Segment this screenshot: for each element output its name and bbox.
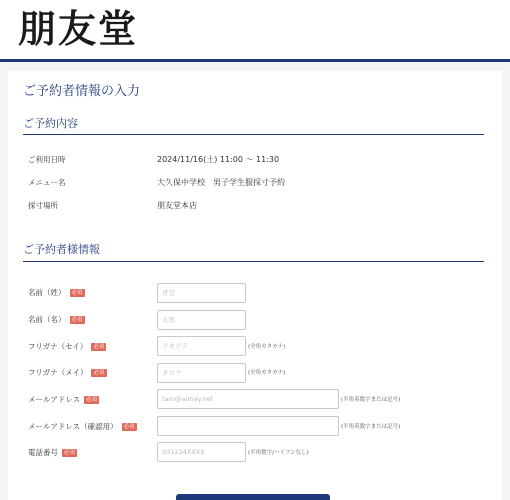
required-badge: 必須 [86,397,98,403]
reservation-value-menu: 大久保中学校 男子学生服採寸予約 [157,178,285,187]
field-label-text: 名前（姓） [28,288,66,297]
site-header [0,0,510,62]
page-title: ご予約者情報の入力 [23,84,141,99]
brand-logo[interactable]: 朋友堂 [18,6,139,51]
reservation-label-datetime: ご利用日時 [28,155,66,164]
furigana-first-hint: (全角カタカナ) [248,370,286,376]
field-label-phone [28,448,77,458]
last-name-input[interactable] [157,283,246,303]
field-label-text: フリガナ（メイ） [28,368,88,377]
field-label-email-confirm [28,422,137,432]
reservation-value-datetime: 2024/11/16(土) 11:00 〜 11:30 [157,155,280,164]
required-badge: 必須 [71,317,83,323]
required-badge: 必須 [71,290,83,296]
field-label-furigana-first [28,368,107,378]
submit-button[interactable] [176,494,330,500]
field-label-text: 名前（名） [28,315,66,324]
phone-hint: (半角数字/ハイフンなし) [248,450,309,456]
furigana-first-input[interactable] [157,363,246,383]
customer-section-rule [23,261,484,262]
reservation-section-title: ご予約内容 [23,117,78,130]
field-label-text: メールアドレス（確認用） [28,422,118,431]
phone-input[interactable] [157,442,246,462]
field-label-last-name [28,288,85,298]
field-label-text: 電話番号 [28,448,58,457]
reservation-label-menu: メニュー名 [28,178,66,187]
furigana-last-input[interactable] [157,336,246,356]
field-label-text: フリガナ（セイ） [28,342,88,351]
email-confirm-input[interactable] [157,416,339,436]
customer-section-title: ご予約者様情報 [23,243,100,256]
reservation-section-rule [23,134,484,135]
email-hint: (半角英数字または記号) [341,397,401,403]
first-name-input[interactable] [157,310,246,330]
field-label-first-name [28,315,85,325]
email-confirm-hint: (半角英数字または記号) [341,424,401,430]
field-label-furigana-last [28,342,106,352]
required-badge: 必須 [93,344,105,350]
email-input[interactable] [157,389,339,409]
field-label-text: メールアドレス [28,395,81,404]
furigana-last-hint: (全角カタカナ) [248,344,286,350]
reservation-label-location: 採寸場所 [28,201,58,210]
reservation-value-location: 朋友堂本店 [157,201,197,210]
required-badge: 必須 [93,370,105,376]
required-badge: 必須 [64,450,76,456]
field-label-email [28,395,99,405]
required-badge: 必須 [123,424,135,430]
